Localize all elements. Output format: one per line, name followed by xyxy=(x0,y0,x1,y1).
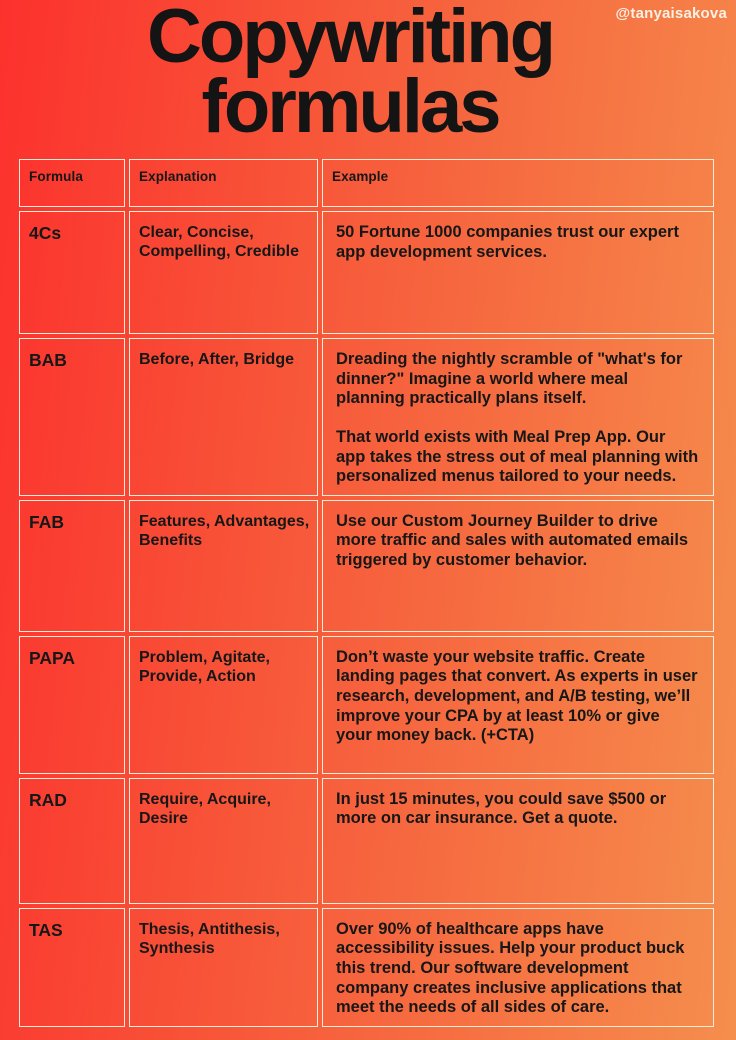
example-cell xyxy=(322,778,714,904)
page-title-line2: formulas xyxy=(201,63,499,149)
example-paragraph: 50 Fortune 1000 companies trust our expert app development services. xyxy=(336,223,679,261)
example-paragraph: That world exists with Meal Prep App. Our app takes the stress out of meal planning with personalized menus tailored to your needs. xyxy=(336,427,699,486)
formula-cell: TAS xyxy=(19,908,125,1027)
column-header-explanation: Explanation xyxy=(129,159,318,207)
example-paragraph: Dreading the nightly scramble of "what's for dinner?" Imagine a world where meal planning practically plans itself. xyxy=(336,350,683,408)
example-cell xyxy=(322,338,714,496)
column-header-example: Example xyxy=(322,159,714,207)
author-handle: @tanyaisakova xyxy=(615,5,727,22)
table-row xyxy=(19,211,714,334)
explanation-cell: Problem, Agitate, Provide, Action xyxy=(129,636,318,774)
table-row xyxy=(19,908,714,1027)
example-cell xyxy=(322,908,714,1027)
table-row xyxy=(19,500,714,632)
explanation-cell: Features, Advantages, Benefits xyxy=(129,500,318,632)
formula-cell: 4Cs xyxy=(19,211,125,334)
formulas-table xyxy=(15,155,718,1031)
example-cell xyxy=(322,636,714,774)
example-paragraph: Use our Custom Journey Builder to drive more traffic and sales with automated emails triggered by customer behavior. xyxy=(336,511,689,569)
column-header-formula: Formula xyxy=(19,159,125,207)
explanation-cell: Require, Acquire, Desire xyxy=(129,778,318,904)
page-title xyxy=(0,0,700,149)
explanation-cell: Thesis, Antithesis, Synthesis xyxy=(129,908,318,1027)
explanation-cell: Before, After, Bridge xyxy=(129,338,318,496)
table-row xyxy=(19,778,714,904)
formula-cell: RAD xyxy=(19,778,125,904)
table-row xyxy=(19,636,714,774)
page-title-line1: Copywriting xyxy=(146,0,554,79)
example-cell xyxy=(322,500,714,632)
table-row xyxy=(19,338,714,496)
formula-cell: BAB xyxy=(19,338,125,496)
example-paragraph: In just 15 minutes, you could save $500 or more on car insurance. Get a quote. xyxy=(336,789,667,828)
example-paragraph: Over 90% of healthcare apps have accessibility issues. Help your product buck this trend. Our software development company creates inclusive applications that meet the needs of all sides of care. xyxy=(336,919,685,1017)
explanation-cell: Clear, Concise, Compelling, Credible xyxy=(129,211,318,334)
formula-cell: FAB xyxy=(19,500,125,632)
example-cell xyxy=(322,211,714,334)
example-paragraph: Don’t waste your website traffic. Create landing pages that convert. As experts in user research, development, and A/B testing, we’ll improve your CPA by at least 10% or give your money back. (+CTA) xyxy=(336,647,698,745)
formula-cell: PAPA xyxy=(19,636,125,774)
header-row xyxy=(19,159,714,207)
